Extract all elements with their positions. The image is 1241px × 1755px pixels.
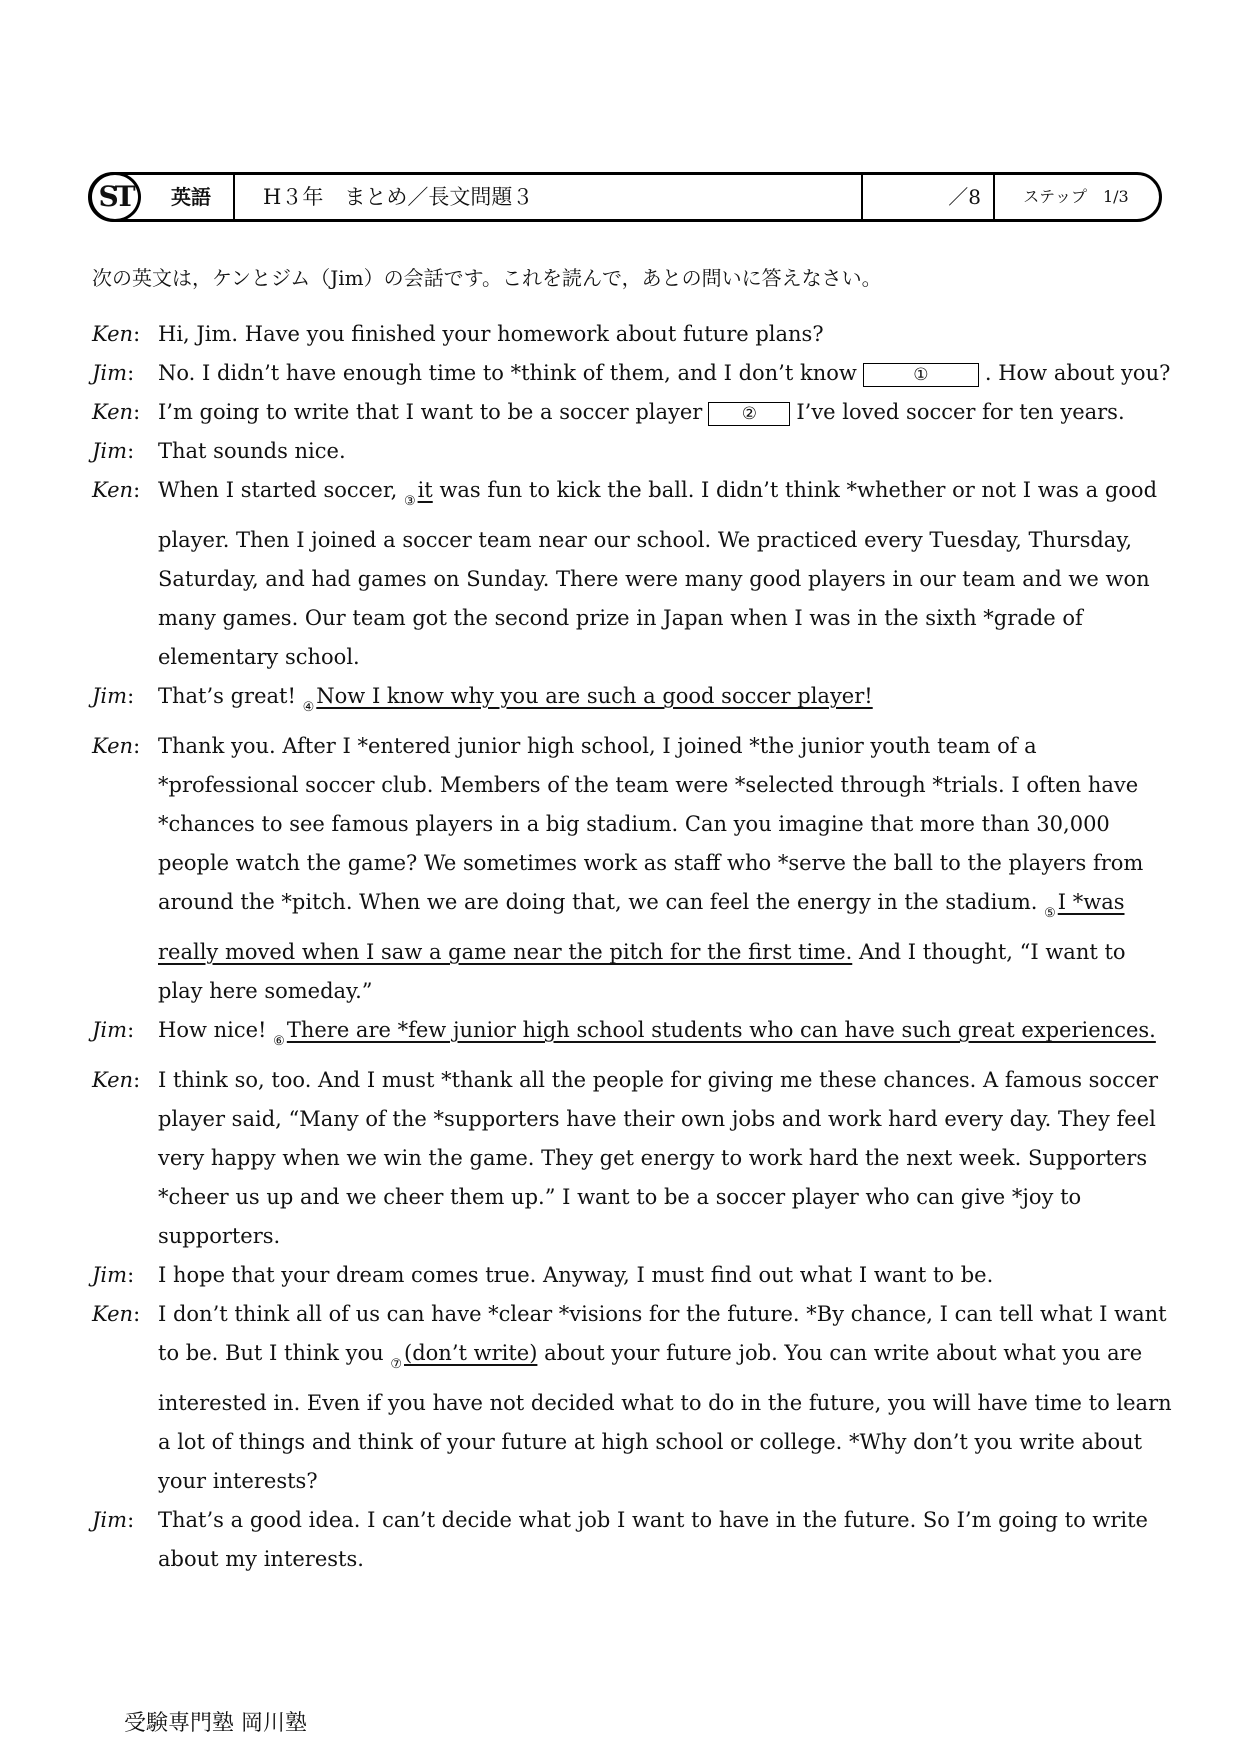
speaker-name: Jim : — [92, 677, 158, 727]
underlined-phrase: (don’t write) — [404, 1341, 538, 1365]
dialog-line — [92, 354, 1172, 393]
speaker-name: Jim : — [92, 354, 158, 393]
speaker-name: Ken : — [92, 315, 158, 354]
subject-label: 英語 — [171, 185, 211, 209]
dialog-line — [92, 1011, 1172, 1061]
line-text: was fun to kick the ball. I didn’t think *whether or not I was a good player. Then I joined a soccer team near our school. We practiced every Tuesday, Thursday, Saturday, and had games on Sunday. There were many good players in our team and we won many games. Our team got the second prize in Japan when I was in the sixth *grade of elementary school. — [158, 478, 1158, 669]
footer-school-name: 受験専門塾 岡川塾 — [124, 1711, 307, 1736]
header-divider — [233, 175, 235, 219]
instruction-text: 次の英文は，ケンとジム（Jim）の会話です。これを読んで，あとの問いに答えなさい。 — [92, 266, 882, 290]
dialog-line — [92, 727, 1172, 1011]
header-divider — [993, 175, 995, 219]
line-text: I’m going to write that I want to be a soccer player — [158, 400, 703, 424]
line-text: That sounds nice. — [158, 439, 346, 463]
speaker-name: Jim : — [92, 1256, 158, 1295]
line-text: And I thought, “I want to play here someday.” — [158, 940, 1126, 1003]
question-number: ④ — [302, 700, 315, 715]
line-text: I don’t think all of us can have *clear *visions for the future. *By chance, I can tell what I want to be. But I think you — [158, 1302, 1167, 1365]
worksheet-header — [88, 172, 1162, 222]
question-number: ③ — [403, 494, 416, 509]
underlined-phrase: I *was really moved when I saw a game near the pitch for the first time. — [158, 890, 1125, 964]
dialog-line — [92, 1256, 1172, 1295]
line-text: about your future job. You can write about what you are interested in. Even if you have not decided what to do in the future, you will have time to learn a lot of things and think of your future at high school or college. *Why don’t you write about your interests? — [158, 1341, 1172, 1493]
header-divider — [861, 175, 863, 219]
line-text: When I started soccer, — [158, 478, 398, 502]
dialog-line — [92, 1501, 1172, 1579]
step-indicator: ステップ 1/3 — [1023, 187, 1129, 206]
underlined-phrase: Now I know why you are such a good soccer player! — [316, 684, 873, 708]
dialog-passage — [92, 315, 1172, 1579]
score-field: ／8 — [948, 185, 981, 209]
dialog-line — [92, 677, 1172, 727]
speaker-name: Jim : — [92, 432, 158, 471]
dialog-line — [92, 393, 1172, 432]
question-number: ⑦ — [390, 1357, 403, 1372]
dialog-line — [92, 471, 1172, 677]
line-text: I’ve loved soccer for ten years. — [796, 400, 1125, 424]
question-number: ⑤ — [1044, 906, 1056, 921]
line-text: No. I didn’t have enough time to *think of them, and I don’t know — [158, 361, 857, 385]
line-text: That’s great! — [158, 684, 296, 708]
line-text: . How about you? — [984, 361, 1171, 385]
school-logo: ST — [89, 172, 141, 222]
line-text: I hope that your dream comes true. Anyway, I must find out what I want to be. — [158, 1263, 994, 1287]
speaker-name: Ken : — [92, 1295, 158, 1501]
speaker-name: Ken : — [92, 1061, 158, 1256]
answer-blank-1: ① — [863, 363, 979, 387]
dialog-line — [92, 432, 1172, 471]
underlined-phrase: There are *few junior high school students who can have such great experiences. — [286, 1018, 1156, 1042]
dialog-line — [92, 1061, 1172, 1256]
dialog-line — [92, 1295, 1172, 1501]
speaker-name: Jim : — [92, 1011, 158, 1061]
underlined-phrase: it — [417, 478, 433, 502]
line-text: Hi, Jim. Have you finished your homework about future plans? — [158, 322, 824, 346]
dialog-line — [92, 315, 1172, 354]
speaker-name: Ken : — [92, 393, 158, 432]
answer-blank-2: ② — [708, 402, 790, 426]
worksheet-title: H３年 まとめ／長文問題３ — [263, 185, 534, 209]
line-text: I think so, too. And I must *thank all the people for giving me these chances. A famous soccer player said, “Many of the *supporters have their own jobs and work hard every day. They feel very happy when we win the game. They get energy to work hard the next week. Supporters *cheer us up and we cheer them up.” I want to be a soccer player who can give *joy to supporters. — [158, 1068, 1159, 1248]
line-text: That’s a good idea. I can’t decide what job I want to have in the future. So I’m going to write about my interests. — [158, 1508, 1148, 1571]
line-text: Thank you. After I *entered junior high school, I joined *the junior youth team of a *professional soccer club. Members of the team were *selected through *trials. I often have *chances to see famous players in a big stadium. Can you imagine that more than 30,000 people watch the game? We sometimes work as staff who *serve the ball to the players from around the *pitch. When we are doing that, we can feel the energy in the stadium. — [158, 734, 1144, 914]
question-number: ⑥ — [273, 1034, 285, 1049]
line-text: How nice! — [158, 1018, 267, 1042]
speaker-name: Ken : — [92, 471, 158, 677]
speaker-name: Jim : — [92, 1501, 158, 1579]
speaker-name: Ken : — [92, 727, 158, 1011]
